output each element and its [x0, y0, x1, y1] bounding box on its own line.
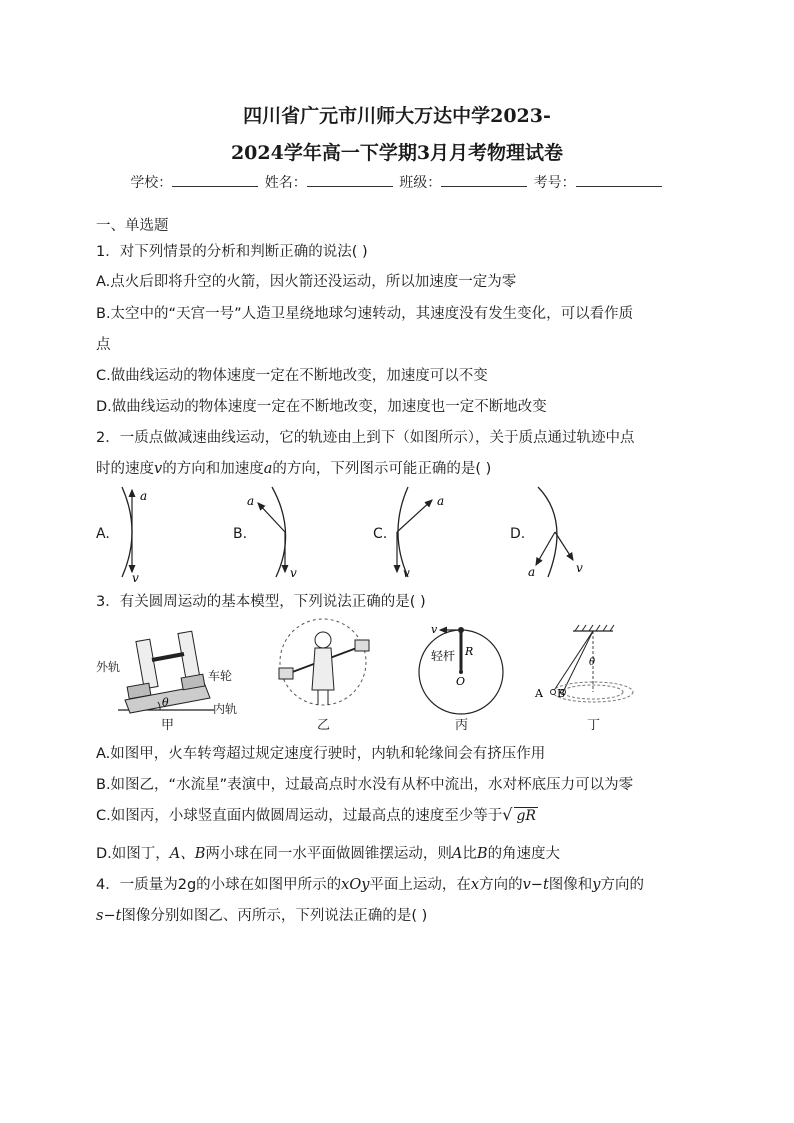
- q3-stem: 3．有关圆周运动的基本模型，下列说法正确的是( ): [96, 594, 426, 610]
- q3-c-sqrt: gR: [516, 808, 536, 824]
- q1-option-d: D.做曲线运动的物体速度一定在不断地改变，加速度也一定不断地改变: [96, 399, 547, 415]
- q3-d-text: 两小球在同一水平面做圆锥摆运动，则: [205, 846, 452, 862]
- q2-c-label-v: v: [403, 566, 410, 580]
- q2-text: 的方向和加速度: [162, 461, 264, 477]
- q3-d-var: B: [476, 846, 488, 862]
- q1-option-a: A.点火后即将升空的火箭，因火箭还没运动，所以加速度一定为零: [96, 274, 517, 290]
- q2-c-label-a: a: [437, 494, 445, 508]
- q4-var: v−t: [522, 877, 549, 893]
- q2-stem-line1: 2．一质点做减速曲线运动，它的轨迹由上到下（如图所示），关于质点通过轨迹中点: [96, 430, 635, 446]
- q4-text: 图像和: [548, 877, 593, 893]
- q4-stem-line2: [96, 904, 427, 925]
- q1-option-b-line2: 点: [96, 337, 111, 353]
- fig-yi-caption: 乙: [317, 718, 331, 733]
- q3-d-text: 的角速度大: [487, 846, 561, 862]
- q2-var-a: a: [263, 461, 273, 477]
- q2-text: 时的速度: [96, 461, 154, 477]
- fig-jia-banked-track: [118, 631, 214, 713]
- q2-b-label-v: v: [290, 566, 297, 580]
- svg-text:θ: θ: [589, 657, 596, 668]
- q2-d-label-v: v: [576, 561, 583, 575]
- svg-text:A: A: [535, 687, 543, 700]
- q4-stem-line1: [96, 873, 644, 894]
- class-label: 班级：: [399, 175, 442, 191]
- q2-var-v: v: [154, 461, 163, 477]
- name-label: 姓名：: [264, 175, 307, 191]
- svg-text:v: v: [431, 623, 438, 636]
- fig-jia-caption: 甲: [161, 718, 175, 733]
- q1-option-b-line1: B.太空中的“天宫一号”人造卫星绕地球匀速转动，其速度没有发生变化，可以看作质: [96, 306, 634, 322]
- q2-text: 的方向，下列图示可能正确的是( ): [272, 461, 492, 477]
- q1-option-c: C.做曲线运动的物体速度一定在不断地改变，加速度可以不变: [96, 368, 488, 384]
- q2-option-b-label: B.: [233, 526, 248, 542]
- q4-text: 方向的: [600, 877, 644, 893]
- fig-jia-wheel-label: 车轮: [208, 669, 233, 683]
- school-label: 学校：: [130, 175, 173, 191]
- q4-var: y: [592, 877, 601, 893]
- fig-jia-inner-rail-label: 内轨: [213, 702, 238, 716]
- title-line-1: 四川省广元市川师大万达中学2023-: [243, 105, 551, 127]
- q2-option-d-label: D.: [510, 526, 526, 542]
- q3-d-text: 比: [462, 846, 477, 862]
- q3-option-c: C.如图丙，小球竖直面内做圆周运动，过最高点的速度至少等于√ gR: [96, 805, 536, 824]
- q3-c-text: C.如图丙，小球竖直面内做圆周运动，过最高点的速度至少等于: [96, 808, 503, 824]
- q3-d-var: A: [451, 846, 463, 862]
- q2-d-label-a: a: [528, 565, 536, 579]
- q4-text: 4．一质量为2g的小球在如图甲所示的: [96, 877, 342, 893]
- q4-var: xOy: [341, 877, 370, 893]
- q3-option-b: B.如图乙，“水流星”表演中，过最高点时水没有从杯中流出，水对杯底压力可以为零: [96, 777, 634, 793]
- q4-var: x: [470, 877, 480, 893]
- q4-text: 平面上运动，在: [369, 877, 471, 893]
- svg-text:轻杆: 轻杆: [431, 649, 456, 663]
- q2-a-label-v: v: [132, 571, 139, 585]
- q3-d-var: A、B: [169, 846, 206, 862]
- svg-text:B: B: [557, 687, 566, 700]
- q1-stem: 1．对下列情景的分析和判断正确的说法( ): [96, 244, 368, 260]
- title-line-2: 2024学年高一下学期3月月考物理试卷: [230, 142, 564, 164]
- q2-a-label-a: a: [140, 489, 148, 503]
- q3-option-a: A.如图甲，火车转弯超过规定速度行驶时，内轨和轮缘间会有挤压作用: [96, 746, 546, 762]
- q2-option-a-label: A.: [96, 526, 110, 542]
- svg-text:R: R: [465, 645, 474, 658]
- fig-jia-outer-rail-label: 外轨: [96, 660, 121, 674]
- q2-b-label-a: a: [247, 494, 255, 508]
- fig-yi-water-meteor: [279, 619, 369, 705]
- fig-bing-rod-circle: [419, 623, 503, 714]
- q4-text: 方向的: [479, 877, 523, 893]
- q2-option-c-label: C.: [373, 526, 388, 542]
- section-heading: 一、单选题: [96, 218, 169, 234]
- q3-option-d: [96, 842, 560, 863]
- fig-bing-caption: 丙: [455, 718, 469, 733]
- number-label: 考号：: [533, 175, 576, 191]
- q4-text: 图像分别如图乙、丙所示，下列说法正确的是( ): [121, 908, 428, 924]
- fig-ding-conical-pendulum: [534, 625, 633, 702]
- svg-text:θ: θ: [162, 696, 169, 709]
- q4-var: s−t: [96, 908, 122, 924]
- q3-d-text: D.如图丁，: [96, 846, 170, 862]
- fig-ding-caption: 丁: [587, 718, 601, 733]
- svg-text:O: O: [456, 675, 466, 688]
